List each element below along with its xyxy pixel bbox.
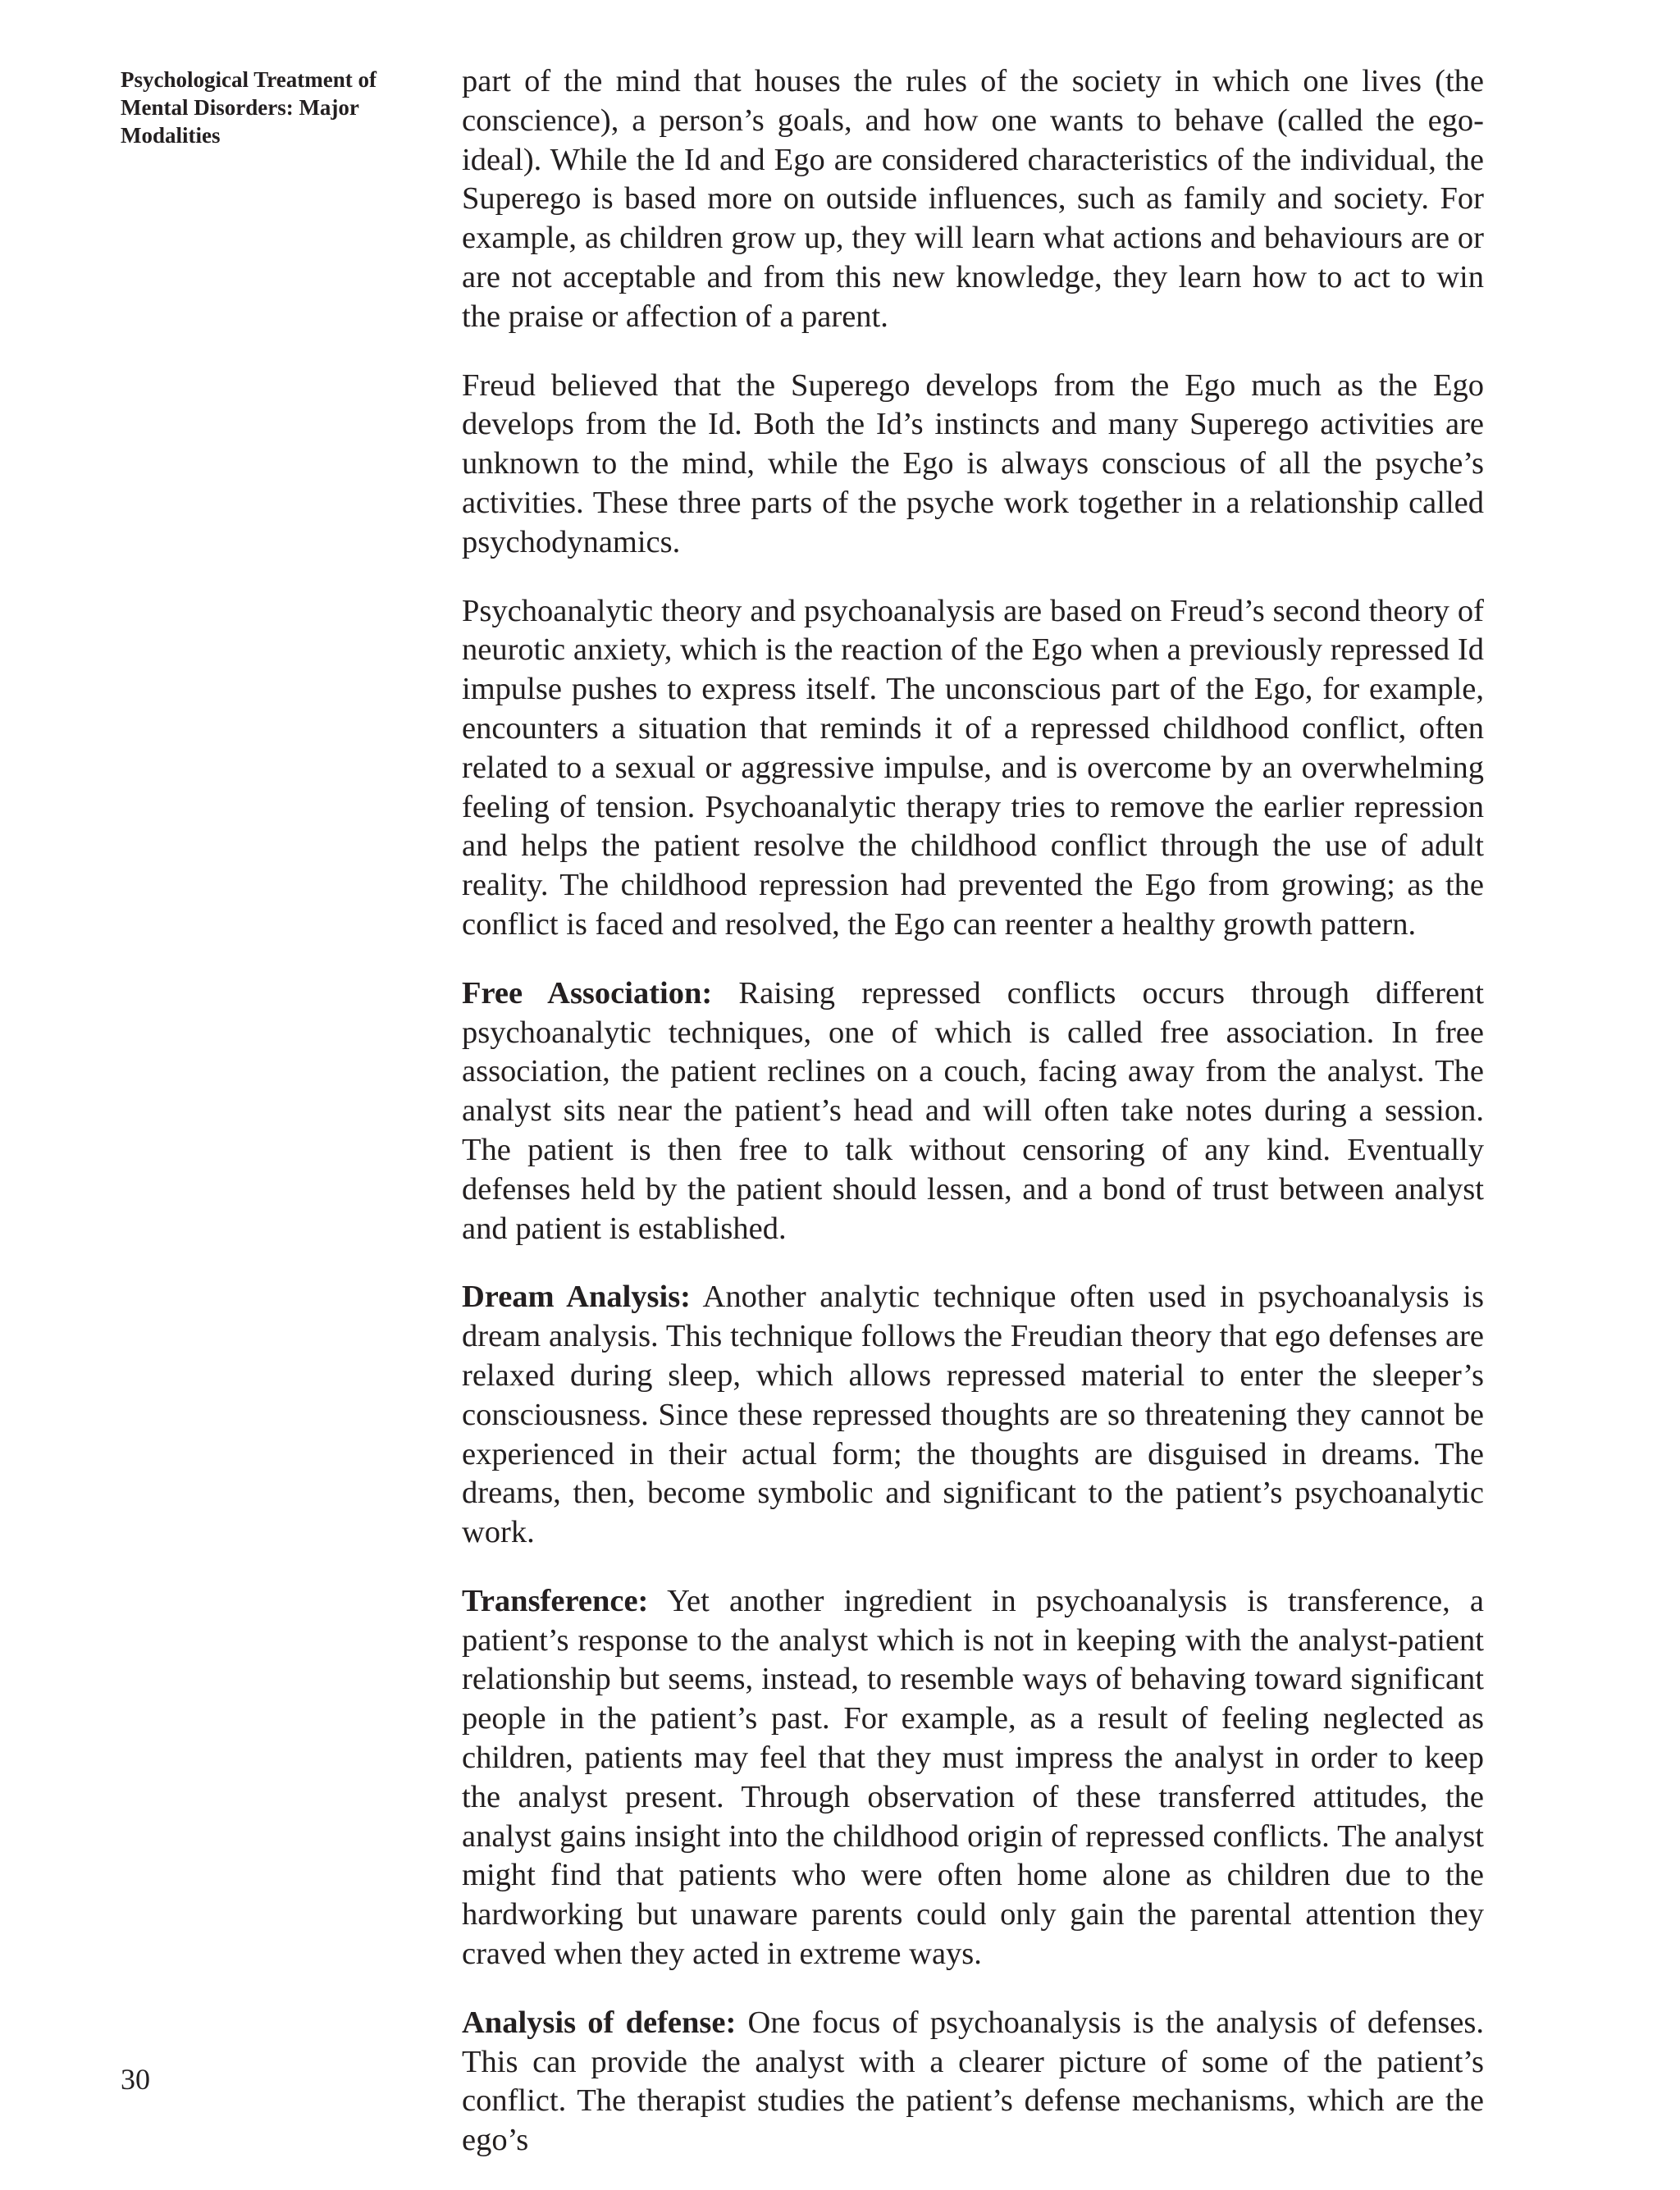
paragraph-free-association: [462, 974, 1484, 1249]
term-heading: Dream Analysis:: [462, 1280, 692, 1315]
paragraph-psychodynamics: [462, 367, 1484, 563]
paragraph-text: One focus of psychoanalysis is the analysis of defenses. This can provide the analyst with a clearer picture of some of the patient’s conflict. The therapist studies the patient’s defense mechanisms, which are the ego’s: [462, 2005, 1484, 2158]
page-number: 30: [121, 2063, 150, 2096]
paragraph-dream-analysis: [462, 1278, 1484, 1553]
paragraph-text: Raising repressed conflicts occurs through different psychoanalytic techniques, one of which is called free association. In free association, the patient reclines on a couch, facing away from the analyst. The analyst sits near the patient’s head and will often take notes during a session. The patient is then free to talk without censoring of any kind. Eventually defenses held by the patient should lessen, and a bond of trust between analyst and patient is established.: [462, 975, 1484, 1246]
paragraph-text: Freud believed that the Superego develops from the Ego much as the Ego develops from the Id. Both the Id’s instincts and many Superego activities are unknown to the mind, while the Ego is always conscious of all the psyche’s activities. These three parts of the psyche work together in a relationship called psychodynamics.: [462, 367, 1484, 559]
paragraph-text: Psychoanalytic theory and psychoanalysis are based on Freud’s second theory of neurotic anxiety, which is the reaction of the Ego when a previously repressed Id impulse pushes to express itself. The unconscious part of the Ego, for example, encounters a situation that reminds it of a repressed childhood conflict, often related to a sexual or aggressive impulse, and is overcome by an overwhelming feeling of tension. Psychoanalytic therapy tries to remove the earlier repression and helps the patient resolve the childhood conflict through the use of adult reality. The childhood repression had prevented the Ego from growing; as the conflict is faced and resolved, the Ego can reenter a healthy growth pattern.: [462, 593, 1484, 942]
paragraph-neurotic-anxiety: [462, 592, 1484, 945]
body-text: [462, 62, 1484, 2190]
term-heading: Free Association:: [462, 975, 713, 1011]
paragraph-text: Another analytic technique often used in psychoanalysis is dream analysis. This technique follows the Freudian theory that ego defenses are relaxed during sleep, which allows repressed material to enter the sleeper’s consciousness. Since these repressed thoughts are so threatening they cannot be experienced in their actual form; the thoughts are disguised in dreams. The dreams, then, become symbolic and significant to the patient’s psychoanalytic work.: [462, 1280, 1484, 1550]
paragraph-analysis-of-defense: [462, 2004, 1484, 2160]
term-heading: Analysis of defense:: [462, 2005, 737, 2040]
paragraph-transference: [462, 1582, 1484, 1974]
paragraph-text: Yet another ingredient in psychoanalysis is transference, a patient’s response to the analyst which is not in keeping with the analyst-patient relationship but seems, instead, to resemble ways of behaving toward significant people in the patient’s past. For example, as a result of feeling neglected as children, patients may feel that they must impress the analyst in order to keep the analyst present. Through observation of these transferred attitudes, the analyst gains insight into the childhood origin of repressed conflicts. The analyst might find that patients who were often home alone as children due to the hardworking but unaware parents could only gain the parental attention they craved when they acted in extreme ways.: [462, 1583, 1484, 1972]
running-section-title: Psychological Treatment of Mental Disorders: Major Modalities: [121, 67, 377, 148]
paragraph-superego-intro: [462, 62, 1484, 337]
term-heading: Transference:: [462, 1583, 649, 1618]
paragraph-text: part of the mind that houses the rules of the society in which one lives (the conscience), a person’s goals, and how one wants to behave (called the ego-ideal). While the Id and Ego are considered characteristics of the individual, the Superego is based more on outside influences, such as family and society. For example, as children grow up, they will learn what actions and behaviours are or are not acceptable and from this new knowledge, they learn how to act to win the praise or affection of a parent.: [462, 64, 1484, 334]
